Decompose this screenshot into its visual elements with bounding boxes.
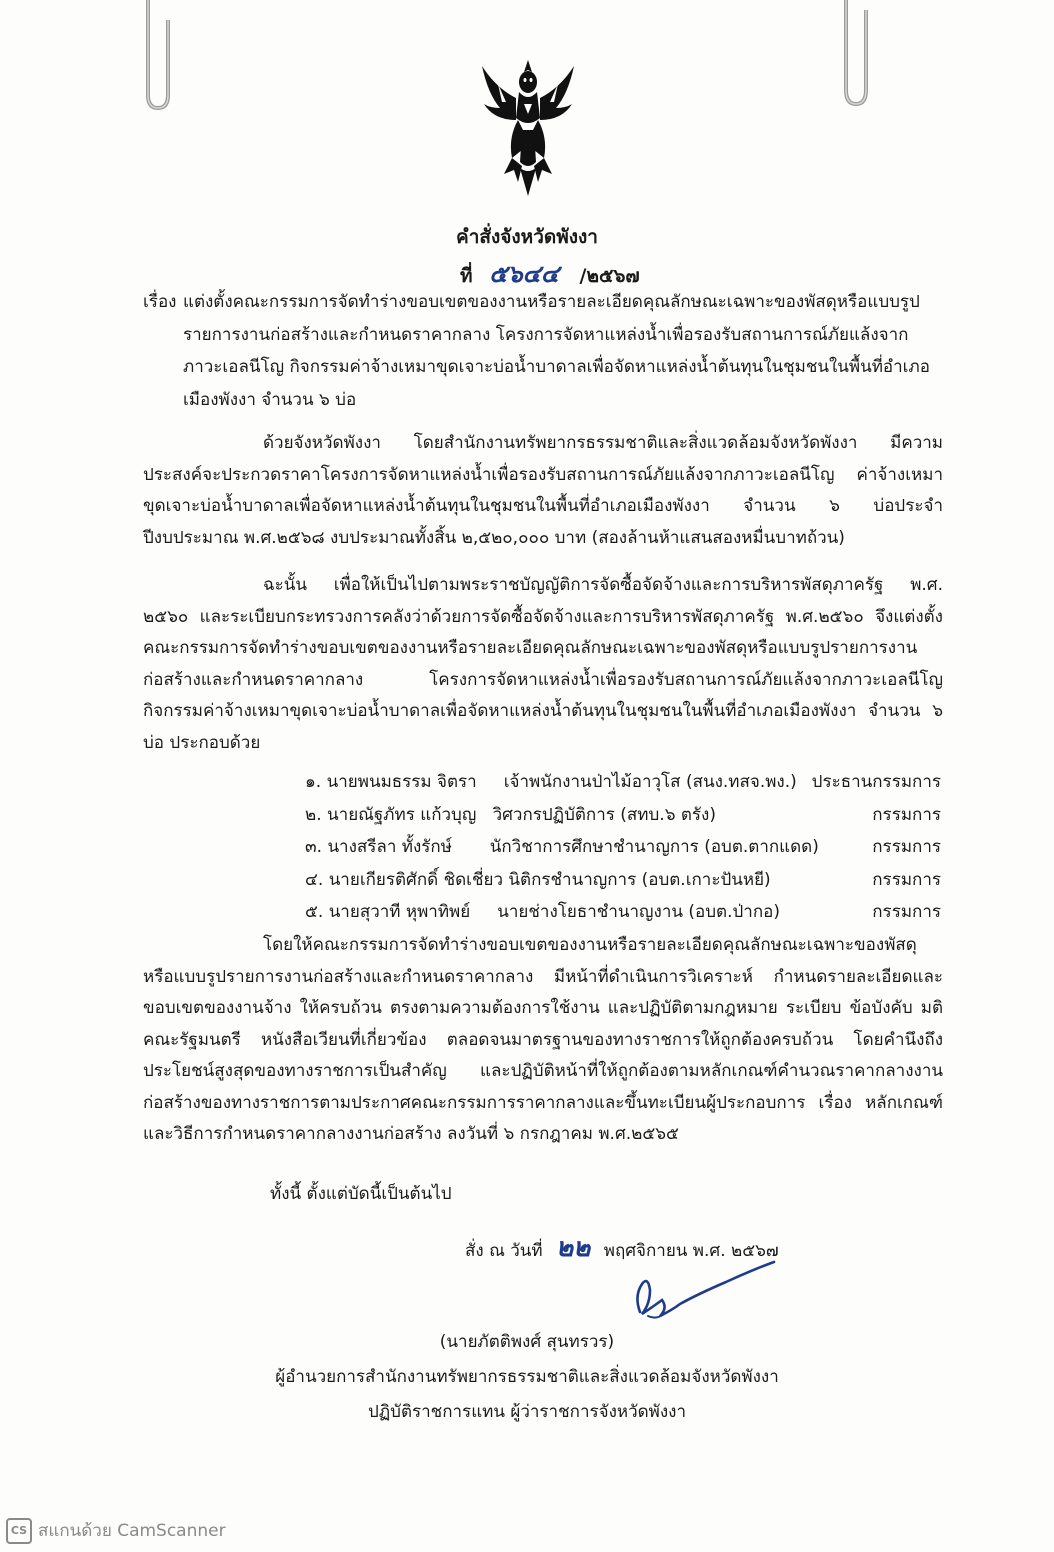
paragraph-duties-text: โดยให้คณะกรรมการจัดทำร่างขอบเขตของงานหรือรายละเอียดคุณลักษณะเฉพาะของพัสดุหรือแบบรูปรายการงานก่อสร้างและกำหนดราคากลาง มีหน้าที่ดำเนินการวิเคราะห์ กำหนดรายละเอียดและขอบเขตของงานจ้าง ให้ครบถ้วน ตรงตามความต้องการใช้งาน และปฏิบัติตามกฎหมาย ระเบียบ ข้อบังคับ มติคณะรัฐมนตรี หนังสือเวียนที่เกี่ยวข้อง ตลอดจนมาตรฐานของทางราชการให้ถูกต้องครบถ้วน โดยคำนึงถึงประโยชน์สูงสุดของทางราชการเป็นสำคัญ และปฏิบัติหน้าที่ให้ถูกต้องตามหลักเกณฑ์คำนวณราคากลางงานก่อสร้างของทางราชการตามประกาศคณะกรรมการราคากลางและขึ้นทะเบียนผู้ประกอบการ เรื่อง หลักเกณฑ์และวิธีการกำหนดราคากลางงานก่อสร้าง ลงวันที่ ๖ กรกฎาคม พ.ศ.๒๕๖๕ xyxy=(143,935,943,1144)
order-number-year: /๒๕๖๗ xyxy=(579,265,640,287)
member-role: ประธานกรรมการ xyxy=(811,772,941,792)
handwritten-signature-icon xyxy=(628,1260,778,1330)
subject-text: แต่งตั้งคณะกรรมการจัดทำร่างขอบเขตของงานหรือรายละเอียดคุณลักษณะเฉพาะของพัสดุหรือแบบรูปรายการงานก่อสร้างและกำหนดราคากลาง โครงการจัดหาแหล่งน้ำเพื่อรองรับสถานการณ์ภัยแล้งจากภาวะเอลนีโญ กิจกรรมค่าจ้างเหมาขุดเจาะบ่อน้ำบาดาลเพื่อจัดหาแหล่งน้ำต้นทุนในชุมชนในพื้นที่อำเภอเมืองพังงา จำนวน ๖ บ่อ xyxy=(183,292,930,410)
camscanner-logo-icon: CS xyxy=(6,1518,32,1544)
member-position: วิศวกรปฏิบัติการ (สทบ.๖ ตรัง) xyxy=(492,804,716,825)
date-prefix: สั่ง ณ วันที่ xyxy=(465,1241,543,1261)
camscanner-watermark xyxy=(6,1517,226,1544)
paper-clip-left xyxy=(140,0,176,112)
signer-title: ผู้อำนวยการสำนักงานทรัพยากรธรรมชาติและสิ่งแวดล้อมจังหวัดพังงา xyxy=(275,1367,779,1387)
member-position: นักวิชาการศึกษาชำนาญการ (อบต.ตากแดด) xyxy=(489,837,819,857)
member-role: กรรมการ xyxy=(872,837,941,857)
member-no: ๑. xyxy=(305,772,322,792)
date-day-handwritten: ๒๒ xyxy=(556,1233,591,1263)
effective-clause: ทั้งนี้ ตั้งแต่บัดนี้เป็นต้นไป xyxy=(270,1184,452,1204)
signer-name: (นายภัตติพงศ์ สุนทรวร) xyxy=(439,1332,615,1352)
member-no: ๓. xyxy=(305,837,323,857)
member-no: ๒. xyxy=(305,804,322,825)
paper-clip-right xyxy=(836,0,872,112)
order-number-prefix: ที่ xyxy=(460,265,473,287)
member-no: ๔. xyxy=(305,869,324,890)
paragraph-appointment xyxy=(143,570,943,759)
member-position: นายช่างโยธาชำนาญงาน (อบต.ป่ากอ) xyxy=(497,902,780,922)
committee-member xyxy=(305,864,945,897)
member-name: นายณัฐภัทร แก้วบุญ xyxy=(327,804,477,825)
member-name: นายสุวาที หุพาทิพย์ xyxy=(328,902,471,922)
subject-label: เรื่อง xyxy=(143,292,177,312)
member-position: เจ้าพนักงานป่าไม้อาวุโส (สนง.ทสจ.พง.) xyxy=(503,772,797,792)
paragraph-intro-text: ด้วยจังหวัดพังงา โดยสำนักงานทรัพยากรธรรมชาติและสิ่งแวดล้อมจังหวัดพังงา มีความประสงค์จะประกวดราคาโครงการจัดหาแหล่งน้ำเพื่อรองรับสถานการณ์ภัยแล้งจากภาวะเอลนีโญ ค่าจ้างเหมาขุดเจาะบ่อน้ำบาดาลเพื่อจัดหาแหล่งน้ำต้นทุนในชุมชนในพื้นที่อำเภอเมืองพังงา จำนวน ๖ บ่อประจำปีงบประมาณ พ.ศ.๒๕๖๘ งบประมาณทั้งสิ้น ๒,๕๒๐,๐๐๐ บาท (สองล้านห้าแสนสองหมื่นบาทถ้วน) xyxy=(143,433,943,548)
committee-member xyxy=(305,831,945,864)
order-number-handwritten: ๕๖๔๔ xyxy=(489,259,559,288)
member-name: นางสรีลา ทั้งรักษ์ xyxy=(327,837,452,857)
member-role: กรรมการ xyxy=(872,902,941,922)
member-name: นายเกียรติศักดิ์ ชิดเชี่ยว xyxy=(328,869,504,890)
paragraph-intro xyxy=(143,428,943,554)
garuda-emblem-icon xyxy=(478,58,578,198)
committee-member-list xyxy=(305,766,945,929)
member-role: กรรมการ xyxy=(872,869,941,890)
order-title: คำสั่งจังหวัดพังงา xyxy=(456,226,598,248)
member-no: ๕. xyxy=(305,902,324,922)
camscanner-text: สแกนด้วย CamScanner xyxy=(38,1521,226,1541)
subject-block xyxy=(143,286,943,416)
member-position: นิติกรชำนาญการ (อบต.เกาะปันหยี) xyxy=(508,869,771,890)
paragraph-appointment-text: ฉะนั้น เพื่อให้เป็นไปตามพระราชบัญญัติการจัดซื้อจัดจ้างและการบริหารพัสดุภาครัฐ พ.ศ. ๒๕๖๐ และระเบียบกระทรวงการคลังว่าด้วยการจัดซื้อจัดจ้างและการบริหารพัสดุภาครัฐ พ.ศ.๒๕๖๐ จึงแต่งตั้งคณะกรรมการจัดทำร่างขอบเขตของงานหรือรายละเอียดคุณลักษณะเฉพาะของพัสดุหรือแบบรูปรายการงานก่อสร้างและกำหนดราคากลาง โครงการจัดหาแหล่งน้ำเพื่อรองรับสถานการณ์ภัยแล้งจากภาวะเอลนีโญ กิจกรรมค่าจ้างเหมาขุดเจาะบ่อน้ำบาดาลเพื่อจัดหาแหล่งน้ำต้นทุนในชุมชนในพื้นที่อำเภอเมืองพังงา จำนวน ๖ บ่อ ประกอบด้วย xyxy=(143,575,943,753)
member-name: นายพนมธรรม จิตรา xyxy=(326,772,477,792)
date-month-year: พฤศจิกายน พ.ศ. ๒๕๖๗ xyxy=(603,1241,779,1261)
committee-member xyxy=(305,766,945,799)
committee-member xyxy=(305,799,945,832)
signer-acting-on-behalf: ปฏิบัติราชการแทน ผู้ว่าราชการจังหวัดพังงา xyxy=(367,1402,687,1422)
paragraph-duties xyxy=(143,930,943,1151)
member-role: กรรมการ xyxy=(872,804,941,825)
committee-member xyxy=(305,896,945,929)
